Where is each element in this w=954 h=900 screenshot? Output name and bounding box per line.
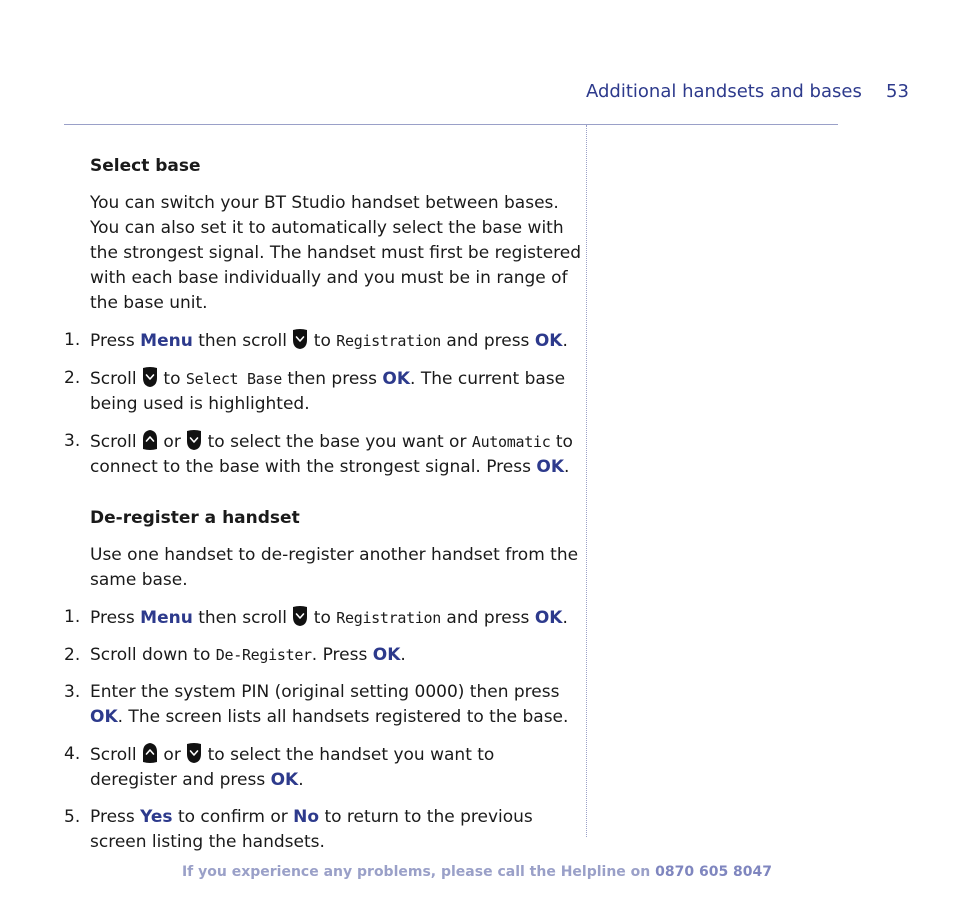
step-item	[64, 643, 584, 668]
step-text: to select the base you want or	[202, 432, 472, 452]
step-text: and press	[441, 608, 535, 628]
scroll-up-key-icon	[142, 742, 158, 764]
step-text: then scroll	[192, 331, 293, 351]
menu-key-label: Menu	[140, 331, 193, 351]
page-number: 53	[886, 81, 909, 102]
intro-deregister: Use one handset to de-register another handset from the same base.	[90, 545, 579, 590]
step-text: to confirm or	[172, 807, 294, 827]
step-text: or	[158, 432, 187, 452]
step-number: 3.	[64, 682, 81, 702]
step-text: and press	[441, 331, 535, 351]
step-number: 2.	[64, 645, 81, 665]
menu-key-label: Menu	[140, 608, 193, 628]
step-number: 1.	[64, 330, 81, 350]
step-text: to connect to the base with the strongest signal. Press	[90, 432, 573, 477]
step-text: .	[564, 457, 570, 477]
helpline-footer	[0, 864, 954, 880]
step-number: 4.	[64, 744, 81, 764]
ok-key-label: OK	[536, 457, 564, 477]
helpline-number: 0870 605 8047	[655, 864, 773, 880]
step-text: to	[308, 331, 337, 351]
step-number: 1.	[64, 607, 81, 627]
step-text: then press	[281, 369, 383, 389]
step-text: or	[158, 745, 187, 765]
steps-select-base	[64, 328, 584, 480]
scroll-down-key-icon	[186, 429, 202, 451]
column-divider	[586, 125, 587, 837]
step-text: to	[308, 608, 337, 628]
display-text: Registration	[336, 609, 442, 627]
step-text: Scroll	[90, 745, 143, 765]
step-item	[64, 680, 584, 730]
ok-key-label: OK	[372, 645, 401, 665]
ok-key-label: OK	[382, 369, 411, 389]
ok-key-label: OK	[534, 608, 563, 628]
step-text: .	[298, 770, 304, 790]
scroll-up-key-icon	[142, 429, 158, 451]
intro-select-base: You can switch your BT Studio handset between bases. You can also set it to automatically select the base with the strongest signal. The handset must first be registered with each base individually and you must be in range of the base unit.	[90, 193, 582, 313]
steps-deregister	[64, 605, 584, 855]
step-text: Scroll down to	[90, 645, 216, 665]
section-heading-deregister: De-register a handset	[90, 508, 300, 528]
ok-key-label: OK	[534, 331, 563, 351]
display-text: Registration	[336, 332, 442, 350]
step-text: .	[562, 608, 568, 628]
step-text: . The screen lists all handsets registered to the base.	[117, 707, 569, 727]
step-text: Enter the system PIN (original setting 0000) then press	[90, 682, 560, 702]
step-text: .	[400, 645, 406, 665]
footer-text: If you experience any problems, please call the Helpline on	[181, 864, 656, 880]
no-key-label: No	[293, 807, 320, 827]
step-item	[64, 328, 584, 354]
step-number: 3.	[64, 431, 81, 451]
scroll-down-key-icon	[142, 366, 158, 388]
step-text: to return to the previous screen listing the handsets.	[90, 807, 533, 852]
step-text: to select the handset you want to deregister and press	[90, 745, 495, 790]
ok-key-label: OK	[90, 707, 118, 727]
section-heading-select-base: Select base	[90, 156, 201, 176]
step-text: to	[158, 369, 186, 389]
display-text: Automatic	[471, 433, 551, 451]
header-title: Additional handsets and bases	[586, 81, 862, 102]
step-number: 5.	[64, 807, 81, 827]
step-text: .	[562, 331, 568, 351]
step-item	[64, 805, 584, 855]
scroll-down-key-icon	[292, 328, 308, 350]
step-item	[64, 605, 584, 631]
step-item	[64, 429, 584, 480]
step-item	[64, 742, 584, 793]
scroll-down-key-icon	[186, 742, 202, 764]
step-text: Press	[90, 608, 141, 628]
header-rule	[64, 124, 838, 125]
display-text: Select Base	[185, 370, 282, 388]
step-text: Press	[90, 331, 141, 351]
ok-key-label: OK	[270, 770, 299, 790]
step-text: Press	[90, 807, 141, 827]
display-text: De-Register	[215, 646, 312, 664]
step-item	[64, 366, 584, 417]
yes-key-label: Yes	[140, 807, 173, 827]
main-content	[64, 154, 584, 867]
step-text: . The current base being used is highlighted.	[90, 369, 566, 414]
step-text: Scroll	[90, 432, 143, 452]
step-number: 2.	[64, 368, 81, 388]
step-text: . Press	[311, 645, 373, 665]
step-text: Scroll	[90, 369, 143, 389]
step-text: then scroll	[192, 608, 293, 628]
scroll-down-key-icon	[292, 605, 308, 627]
